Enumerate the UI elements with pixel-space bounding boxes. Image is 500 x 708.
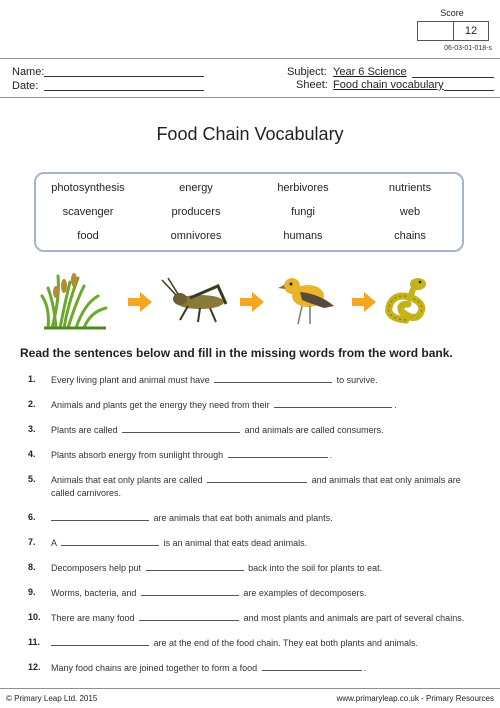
header-bottom-rule xyxy=(0,97,500,98)
footer-rule xyxy=(0,688,500,689)
question-before: There are many food xyxy=(51,613,135,623)
answer-blank[interactable] xyxy=(141,586,239,596)
date-field[interactable] xyxy=(44,90,204,91)
question-after: to survive. xyxy=(336,375,378,385)
bank-word: fungi xyxy=(291,206,315,218)
bank-word: humans xyxy=(283,230,323,242)
footer-website: www.primaryleap.co.uk - Primary Resources xyxy=(336,694,494,703)
score-label: Score xyxy=(440,8,464,18)
question-number: 6. xyxy=(28,512,36,522)
answer-blank[interactable] xyxy=(262,661,362,671)
bird-icon xyxy=(278,278,334,324)
question-after: is an animal that eats dead animals. xyxy=(163,538,308,548)
arrow-icon xyxy=(352,292,376,312)
bank-word: omnivores xyxy=(170,230,222,242)
question-after: are at the end of the food chain. They eat both plants and animals. xyxy=(153,638,419,648)
score-value: 12 xyxy=(464,25,478,37)
question-text xyxy=(51,398,486,412)
question-before: Animals that eat only plants are called xyxy=(51,475,203,485)
bank-word: scavenger xyxy=(62,206,114,218)
question-text xyxy=(51,661,486,675)
answer-blank[interactable] xyxy=(139,611,239,621)
sheet-line xyxy=(444,90,494,91)
date-label: Date: xyxy=(12,80,39,92)
instructions: Read the sentences below and fill in the missing words from the word bank. xyxy=(20,346,453,360)
subject-label: Subject: xyxy=(287,66,327,78)
answer-blank[interactable] xyxy=(214,373,332,383)
question-number: 1. xyxy=(28,374,36,384)
bank-word: producers xyxy=(171,206,221,218)
answer-blank[interactable] xyxy=(51,511,149,521)
answer-blank[interactable] xyxy=(228,448,328,458)
question-number: 2. xyxy=(28,399,36,409)
score-box xyxy=(417,21,489,41)
arrow-icon xyxy=(240,292,264,312)
question-text xyxy=(51,373,486,387)
name-field[interactable] xyxy=(44,76,204,77)
question-number: 11. xyxy=(28,637,41,647)
snake-icon xyxy=(389,278,426,320)
subject-value: Year 6 Science xyxy=(333,66,407,78)
question-before: Decomposers help put xyxy=(51,563,142,573)
name-label: Name: xyxy=(12,66,45,78)
question-after: and most plants and animals are part of several chains. xyxy=(243,613,465,623)
question-text xyxy=(51,423,486,437)
question-number: 7. xyxy=(28,537,36,547)
question-number: 12. xyxy=(28,662,41,672)
sheet-value: Food chain vocabulary xyxy=(333,79,444,91)
food-chain-illustration xyxy=(40,268,460,338)
question-text xyxy=(51,561,486,575)
question-text xyxy=(51,473,486,500)
question-text xyxy=(51,636,486,650)
question-before: Worms, bacteria, and xyxy=(51,588,137,598)
question-after: . xyxy=(394,400,397,410)
question-after: . xyxy=(329,450,333,460)
page-title: Food Chain Vocabulary xyxy=(156,124,344,144)
bank-word: herbivores xyxy=(277,182,329,194)
question-text xyxy=(51,611,486,625)
bank-word: web xyxy=(399,206,421,218)
bank-word: photosynthesis xyxy=(51,182,125,194)
bank-word: energy xyxy=(179,182,213,194)
question-number: 5. xyxy=(28,474,36,484)
question-before: Every living plant and animal must have xyxy=(51,375,210,385)
answer-blank[interactable] xyxy=(51,636,149,646)
question-after: . xyxy=(363,663,367,673)
question-after: and animals that eat only animals are called carnivores. xyxy=(51,475,461,498)
question-after: back into the soil for plants to eat. xyxy=(248,563,383,573)
bank-word: chains xyxy=(394,230,426,242)
answer-blank[interactable] xyxy=(61,536,159,546)
question-number: 4. xyxy=(28,449,36,459)
arrow-icon xyxy=(128,292,152,312)
answer-blank[interactable] xyxy=(274,398,392,408)
question-text xyxy=(51,536,486,550)
question-number: 8. xyxy=(28,562,36,572)
question-text xyxy=(51,448,486,462)
bank-word: food xyxy=(77,230,99,242)
answer-blank[interactable] xyxy=(207,473,307,483)
answer-blank[interactable] xyxy=(122,423,240,433)
question-number: 9. xyxy=(28,587,36,597)
grass-icon xyxy=(42,273,106,328)
question-before: Animals and plants get the energy they need from their xyxy=(51,400,270,410)
bank-word: nutrients xyxy=(388,182,432,194)
question-after: and animals are called consumers. xyxy=(244,425,384,435)
sheet-label: Sheet: xyxy=(296,79,328,91)
answer-blank[interactable] xyxy=(146,561,244,571)
grasshopper-icon xyxy=(162,278,226,322)
footer-copyright: © Primary Leap Ltd. 2015 xyxy=(6,694,98,703)
question-before: Many food chains are joined together to form a food xyxy=(51,663,258,673)
question-text xyxy=(51,586,486,600)
question-before: Plants absorb energy from sunlight through xyxy=(51,450,224,460)
header-top-rule xyxy=(0,58,500,59)
question-text xyxy=(51,511,486,525)
question-after: are animals that eat both animals and plants. xyxy=(153,513,333,523)
question-number: 10. xyxy=(28,612,41,622)
subject-line xyxy=(412,77,494,78)
question-after: are examples of decomposers. xyxy=(243,588,367,598)
sheet-code: 06-03-01-018-s xyxy=(444,45,492,52)
question-number: 3. xyxy=(28,424,36,434)
question-before: A xyxy=(51,538,57,548)
question-before: Plants are called xyxy=(51,425,118,435)
